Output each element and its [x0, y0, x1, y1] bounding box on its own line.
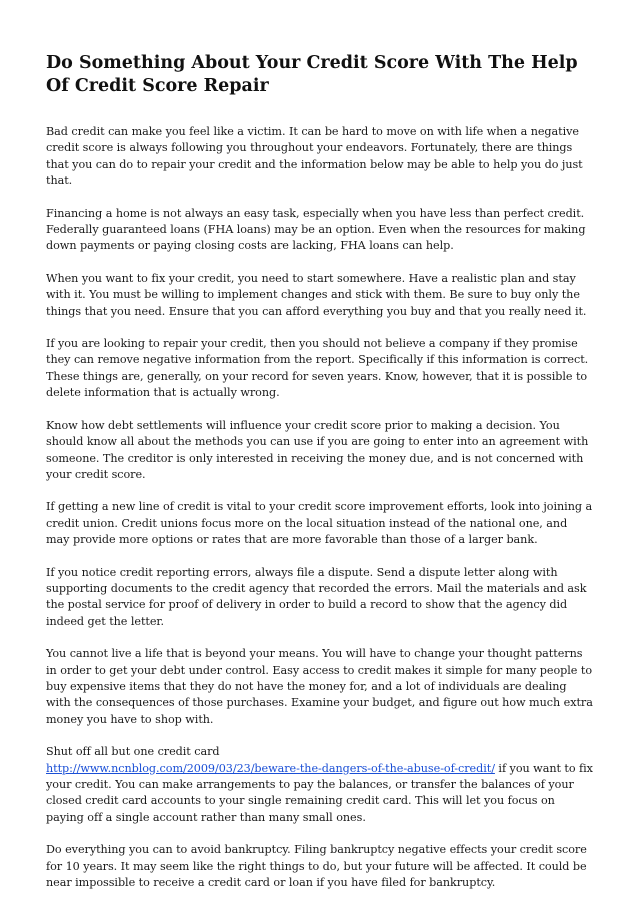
paragraph-bankruptcy: Do everything you can to avoid bankruptcy. Filing bankruptcy negative effects your credit score for 10 years. It may seem like the right things to do, but your future will be affected. It could be near impossible to receive a credit card or loan if you have filed for bankruptcy.: [46, 843, 587, 890]
paragraph-bad-credit: Bad credit can make you feel like a victim. It can be hard to move on with life when a negative credit score is always following you throughout your endeavors. Fortunately, there are things that you can do to repair your credit and the information below may be able to help you do just that.: [46, 125, 583, 188]
page-title: Do Something About Your Credit Score With The Help Of Credit Score Repair: [46, 53, 578, 96]
paragraph-debt-settlements: Know how debt settlements will influence your credit score prior to making a decision. You should know all about the methods you can use if you are going to enter into an agreement with someone. The creditor is only interested in receiving the money due, and is not concerned with your credit score.: [46, 418, 589, 481]
paragraph-credit-union: If getting a new line of credit is vital to your credit score improvement efforts, look into joining a credit union. Credit unions focus more on the local situation instead of the national one, and may provide more options or rates that are more favorable than those of a larger bank.: [46, 500, 593, 547]
paragraph-credit-card-link: [46, 744, 594, 826]
document-page: [46, 52, 594, 907]
paragraph-financing-home: Financing a home is not always an easy task, especially when you have less than perfect credit. Federally guaranteed loans (FHA loans) may be an option. Even when the resources for making down payments or paying closing costs are lacking, FHA loans can help.: [46, 206, 586, 253]
link-paragraph-lead: Shut off all but one credit card: [46, 745, 220, 759]
paragraph-fix-credit: When you want to fix your credit, you need to start somewhere. Have a realistic plan and stay with it. You must be willing to implement changes and stick with them. Be sure to buy only the things that you need. Ensure that you can afford everything you buy and that you really need it.: [46, 271, 587, 318]
paragraph-reporting-errors: If you notice credit reporting errors, always file a dispute. Send a dispute letter along with supporting documents to the credit agency that recorded the errors. Mail the materials and ask the postal service for proof of delivery in order to build a record to show that the agency did indeed get the letter.: [46, 565, 587, 628]
article-link[interactable]: http://www.ncnblog.com/2009/03/23/beware-the-dangers-of-the-abuse-of-credit/: [46, 761, 495, 775]
paragraph-live-within-means: You cannot live a life that is beyond your means. You will have to change your thought patterns in order to get your debt under control. Easy access to credit makes it simple for many people to buy expensive items that they do not have the money for, and a lot of individuals are dealing with the consequences of those purchases. Examine your budget, and figure out how much extra money you have to shop with.: [46, 647, 593, 726]
link-paragraph-rest: if you want to fix your credit. You can make arrangements to pay the balances, or transfer the balances of your closed credit card accounts to your single remaining credit card. This will let you focus on paying off a single account rather than many small ones.: [46, 761, 593, 824]
paragraph-repair-company: If you are looking to repair your credit, then you should not believe a company if they promise they can remove negative information from the report. Specifically if this information is correct. These things are, generally, on your record for seven years. Know, however, that it is possible to delete information that is actually wrong.: [46, 337, 589, 400]
